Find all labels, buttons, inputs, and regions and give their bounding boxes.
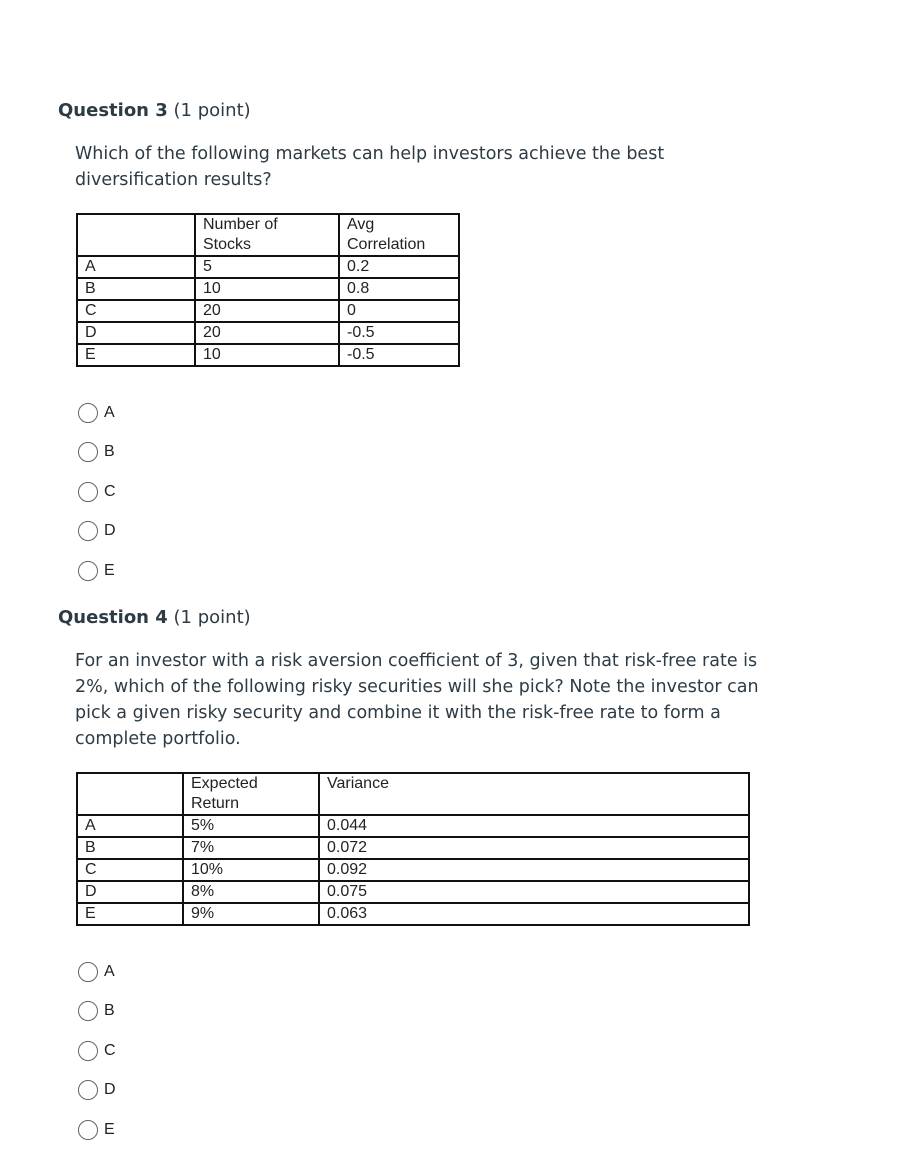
table-cell: 5 [195, 256, 339, 278]
radio-button-icon[interactable] [78, 561, 98, 581]
table-cell: D [77, 322, 195, 344]
table-cell: 0.075 [319, 881, 749, 903]
choice-label[interactable]: E [104, 561, 115, 579]
table-cell: A [77, 256, 195, 278]
choice-c[interactable] [78, 1031, 858, 1071]
choice-b[interactable] [78, 433, 858, 473]
table-header-cell: Expected Return [183, 773, 319, 815]
radio-button-icon[interactable] [78, 442, 98, 462]
table-cell: 0.2 [339, 256, 459, 278]
question-4 [58, 606, 858, 1150]
table-header-row [77, 214, 459, 256]
table-cell: 0.092 [319, 859, 749, 881]
table-cell: C [77, 859, 183, 881]
table-cell: 20 [195, 300, 339, 322]
radio-button-icon[interactable] [78, 1041, 98, 1061]
table-row [77, 859, 749, 881]
question-3-table [76, 213, 460, 367]
table-cell: E [77, 344, 195, 366]
choice-label[interactable]: B [104, 1002, 115, 1020]
choice-label[interactable]: E [104, 1120, 115, 1138]
table-row [77, 815, 749, 837]
table-cell: 9% [183, 903, 319, 925]
table-row [77, 300, 459, 322]
question-3-title [58, 99, 858, 123]
question-points: (1 point) [173, 100, 251, 121]
table-cell: 0.044 [319, 815, 749, 837]
question-4-text: For an investor with a risk aversion coefficient of 3, given that risk-free rate is 2%, which of the following risky securities will she pick? Note the investor can pick a given risky security and combine it with the risk-free rate to form a complete portfolio. [75, 651, 759, 749]
choice-label[interactable]: A [104, 403, 115, 421]
question-4-choices [78, 952, 858, 1150]
radio-button-icon[interactable] [78, 403, 98, 423]
choice-a[interactable] [78, 952, 858, 992]
table-cell: 5% [183, 815, 319, 837]
radio-button-icon[interactable] [78, 1080, 98, 1100]
question-title-label: Question 4 [58, 607, 168, 628]
table-cell: 0.063 [319, 903, 749, 925]
table-cell: 7% [183, 837, 319, 859]
table-row [77, 903, 749, 925]
choice-c[interactable] [78, 472, 858, 512]
choice-label[interactable]: D [104, 1081, 116, 1099]
table-header-row [77, 773, 749, 815]
question-3-text: Which of the following markets can help investors achieve the best diversification results? [75, 144, 665, 190]
table-cell: A [77, 815, 183, 837]
choice-d[interactable] [78, 1071, 858, 1111]
choice-label[interactable]: A [104, 962, 115, 980]
table-cell: 8% [183, 881, 319, 903]
table-cell: 20 [195, 322, 339, 344]
choice-e[interactable] [78, 1110, 858, 1150]
table-cell: -0.5 [339, 322, 459, 344]
choice-label[interactable]: C [104, 1041, 116, 1059]
table-header-cell: Number of Stocks [195, 214, 339, 256]
table-cell: -0.5 [339, 344, 459, 366]
table-cell: D [77, 881, 183, 903]
table-cell: 0.072 [319, 837, 749, 859]
table-cell: E [77, 903, 183, 925]
table-row [77, 837, 749, 859]
radio-button-icon[interactable] [78, 482, 98, 502]
question-4-table [76, 772, 750, 926]
radio-button-icon[interactable] [78, 1001, 98, 1021]
table-cell: 10 [195, 278, 339, 300]
table-row [77, 256, 459, 278]
choice-a[interactable] [78, 393, 858, 433]
table-header-cell: Avg Correlation [339, 214, 459, 256]
table-row [77, 344, 459, 366]
question-3-choices [78, 393, 858, 591]
table-cell: B [77, 837, 183, 859]
table-cell: C [77, 300, 195, 322]
choice-d[interactable] [78, 512, 858, 552]
radio-button-icon[interactable] [78, 1120, 98, 1140]
question-3 [58, 99, 858, 591]
question-points: (1 point) [173, 607, 251, 628]
table-row [77, 881, 749, 903]
choice-label[interactable]: D [104, 522, 116, 540]
table-cell: 10 [195, 344, 339, 366]
radio-button-icon[interactable] [78, 521, 98, 541]
table-header-cell: Variance [319, 773, 749, 815]
choice-label[interactable]: C [104, 482, 116, 500]
table-row [77, 322, 459, 344]
choice-e[interactable] [78, 551, 858, 591]
table-cell: 0.8 [339, 278, 459, 300]
question-4-title [58, 606, 858, 630]
choice-label[interactable]: B [104, 443, 115, 461]
table-row [77, 278, 459, 300]
radio-button-icon[interactable] [78, 962, 98, 982]
table-cell: B [77, 278, 195, 300]
table-cell: 0 [339, 300, 459, 322]
table-header-cell [77, 773, 183, 815]
table-cell: 10% [183, 859, 319, 881]
table-header-cell [77, 214, 195, 256]
question-title-label: Question 3 [58, 100, 168, 121]
choice-b[interactable] [78, 992, 858, 1032]
